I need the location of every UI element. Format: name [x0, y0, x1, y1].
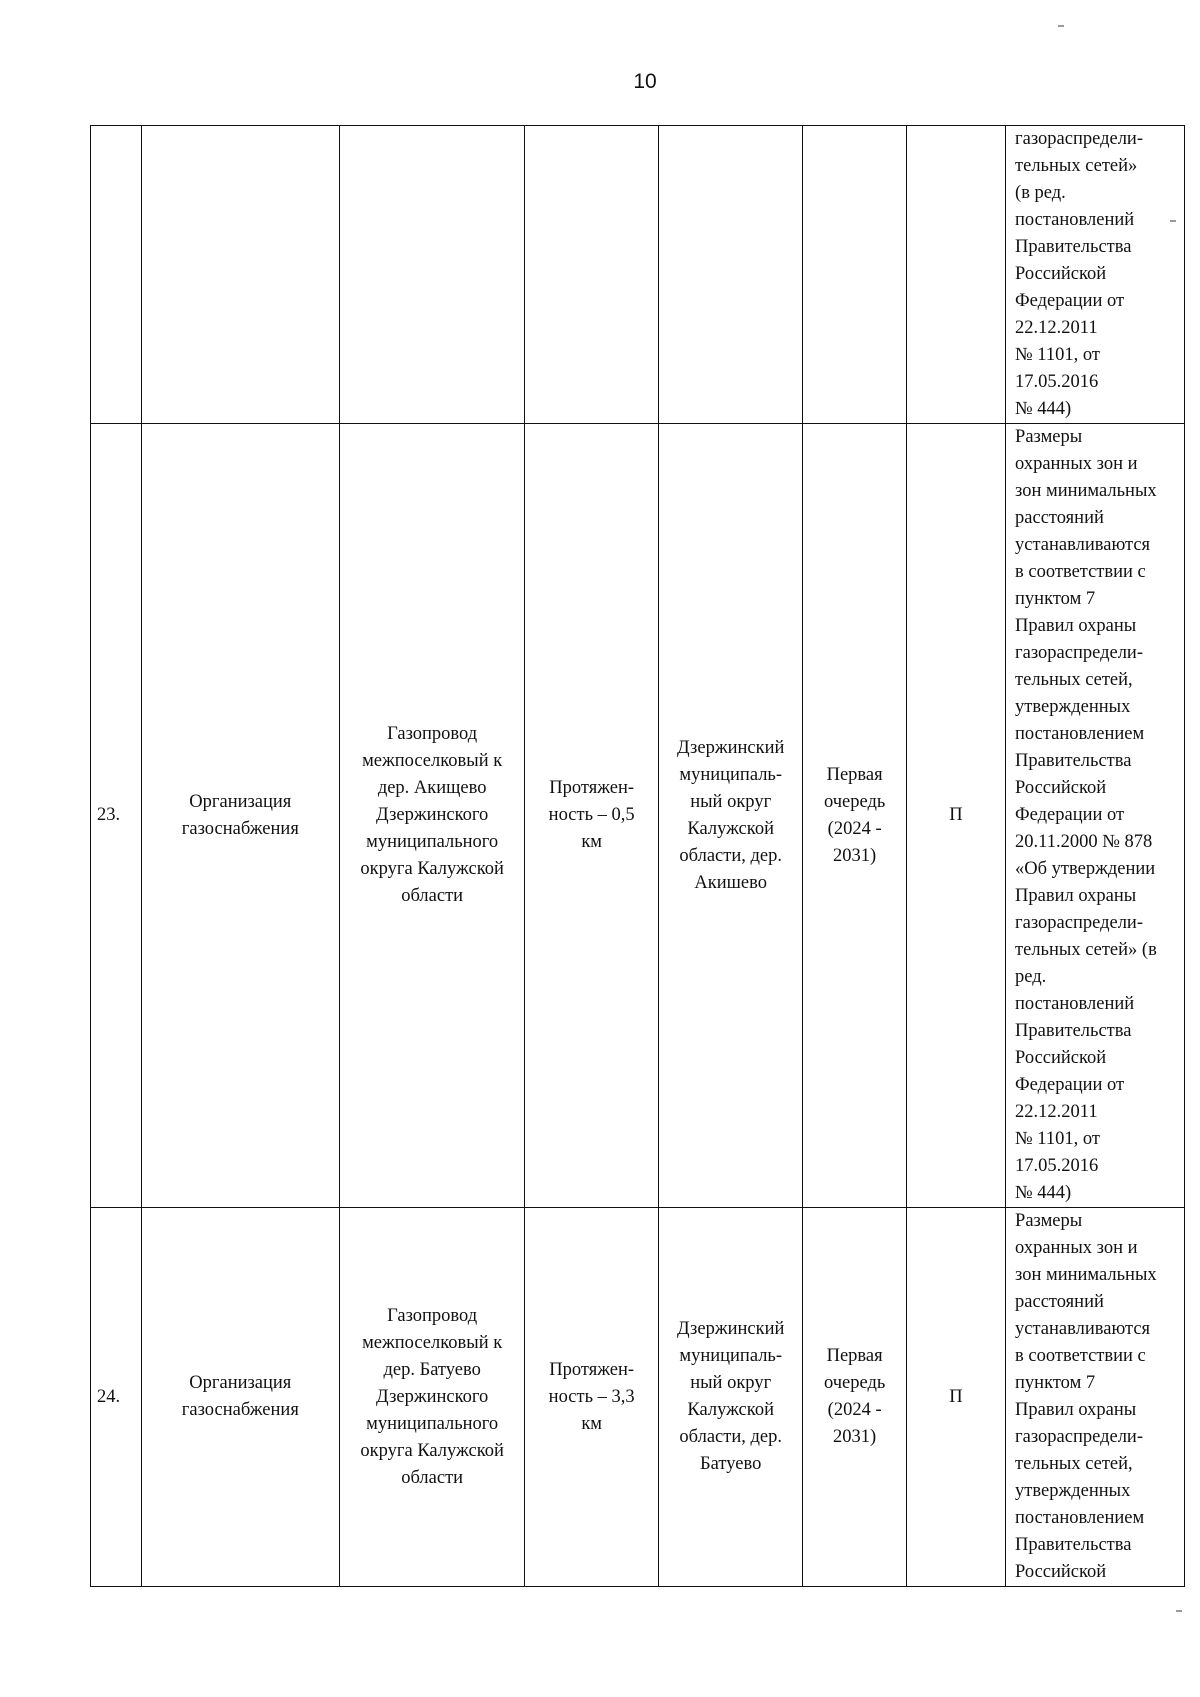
object-characteristic [525, 1208, 659, 1587]
location-line: ный округ [690, 791, 772, 812]
note-line: Российской [1015, 1562, 1107, 1582]
object-line: Дзержинского [375, 1386, 489, 1407]
note-line: 17.05.2016 [1015, 1156, 1099, 1176]
note-line: № 444) [1015, 399, 1072, 419]
stage-line: очередь [823, 791, 886, 812]
note-line: Правительства [1015, 237, 1132, 257]
object-description [339, 1208, 524, 1587]
object-line: дер. Батуево [383, 1359, 481, 1380]
note-line: зон минимальных [1015, 1265, 1157, 1285]
object-description [339, 126, 524, 424]
object-status: П [906, 424, 1005, 1208]
note-line: № 1101, от [1015, 1129, 1100, 1149]
note-line: 22.12.2011 [1015, 318, 1098, 338]
note-line: Размеры [1015, 427, 1083, 447]
note-line: газораспредели- [1015, 129, 1143, 149]
name-line: Организация [189, 791, 292, 812]
stage-line: (2024 - [827, 818, 882, 839]
stage-line: 2031) [833, 845, 877, 866]
note-line: ред. [1015, 967, 1047, 987]
object-location [658, 424, 802, 1208]
note-line: постановлением [1015, 1508, 1145, 1528]
note-line: устанавливаются [1015, 1319, 1151, 1339]
characteristic-line: км [581, 832, 603, 852]
note-line: Правил охраны [1015, 1400, 1137, 1420]
zone-note [1006, 424, 1185, 1208]
note-line: Российской [1015, 1048, 1107, 1068]
location-line: Батуево [700, 1454, 762, 1474]
note-line: № 1101, от [1015, 345, 1100, 365]
object-characteristic [525, 424, 659, 1208]
page-number: 10 [633, 70, 657, 93]
objects-table [90, 125, 1185, 1587]
note-line: постановлений [1015, 210, 1135, 230]
note-line: 22.12.2011 [1015, 1102, 1098, 1122]
note-line: Федерации от [1015, 805, 1125, 825]
scan-speck [1058, 25, 1064, 27]
characteristic-line: Протяжен- [549, 778, 635, 798]
note-line: устанавливаются [1015, 535, 1151, 555]
implementation-stage [803, 424, 906, 1208]
note-line: постановлений [1015, 994, 1135, 1014]
note-line: 17.05.2016 [1015, 372, 1099, 392]
object-location [658, 1208, 802, 1587]
object-line: муниципального [366, 1413, 499, 1434]
note-line: пунктом 7 [1015, 589, 1096, 609]
stage-line: Первая [826, 764, 883, 785]
note-line: зон минимальных [1015, 481, 1157, 501]
note-line: Правительства [1015, 751, 1132, 771]
note-line: газораспредели- [1015, 913, 1143, 933]
note-line: Правительства [1015, 1535, 1132, 1555]
row-number: 23. [91, 424, 142, 1208]
location-line: муниципаль- [679, 764, 783, 785]
row-number: 24. [91, 1208, 142, 1587]
object-line: области [401, 886, 464, 906]
note-line: расстояний [1015, 1292, 1104, 1312]
note-line: Правил охраны [1015, 886, 1137, 906]
object-line: области [401, 1467, 464, 1488]
location-line: Калужской [687, 818, 774, 839]
note-line: тельных сетей, [1015, 670, 1133, 690]
location-line: Акишево [694, 872, 767, 893]
note-line: утвержденных [1015, 697, 1131, 717]
object-status: П [906, 1208, 1005, 1587]
note-line: в соответствии с [1015, 562, 1146, 582]
note-line: охранных зон и [1015, 1238, 1138, 1258]
note-line: охранных зон и [1015, 454, 1138, 474]
note-line: постановлением [1015, 724, 1145, 744]
object-name [141, 126, 339, 424]
characteristic-line: ность – 3,3 [548, 1386, 635, 1407]
stage-line: Первая [826, 1346, 883, 1366]
zone-note [1006, 126, 1185, 424]
location-line: области, дер. [679, 1427, 782, 1447]
note-line: Федерации от [1015, 1075, 1125, 1095]
object-line: муниципального [366, 832, 499, 852]
location-line: области, дер. [679, 845, 782, 866]
location-line: муниципаль- [679, 1346, 783, 1366]
characteristic-line: км [581, 1413, 603, 1434]
table-row [91, 1208, 1185, 1587]
object-line: Газопровод [387, 724, 478, 744]
stage-line: очередь [823, 1373, 886, 1393]
note-line: Российской [1015, 264, 1107, 284]
location-line: Калужской [687, 1400, 774, 1420]
implementation-stage [803, 126, 906, 424]
row-number [91, 126, 142, 424]
object-status [906, 126, 1005, 424]
stage-line: 2031) [833, 1427, 877, 1447]
implementation-stage [803, 1208, 906, 1587]
object-name [141, 1208, 339, 1587]
document-table-wrapper [90, 125, 1185, 1587]
scan-speck [1170, 220, 1176, 222]
object-characteristic [525, 126, 659, 424]
object-line: округа Калужской [360, 1440, 504, 1461]
object-line: Газопровод [387, 1305, 478, 1326]
note-line: тельных сетей, [1015, 1454, 1133, 1474]
note-line: (в ред. [1015, 183, 1066, 203]
scan-speck [1176, 1610, 1182, 1612]
note-line: 20.11.2000 № 878 [1015, 832, 1153, 852]
characteristic-line: ность – 0,5 [548, 805, 635, 825]
stage-line: (2024 - [827, 1400, 882, 1420]
name-line: газоснабжения [181, 1400, 299, 1420]
characteristic-line: Протяжен- [549, 1359, 635, 1380]
object-location [658, 126, 802, 424]
note-line: расстояний [1015, 508, 1104, 528]
name-line: Организация [189, 1373, 292, 1393]
object-line: округа Калужской [360, 859, 504, 879]
note-line: Российской [1015, 778, 1107, 798]
object-line: дер. Акищево [377, 778, 487, 798]
note-line: Правил охраны [1015, 616, 1137, 636]
note-line: тельных сетей» [1015, 156, 1138, 176]
note-line: газораспредели- [1015, 1427, 1143, 1447]
location-line: Дзержинский [676, 737, 785, 758]
name-line: газоснабжения [181, 818, 299, 839]
object-line: межпоселковый к [362, 751, 503, 771]
note-line: «Об утверждении [1015, 859, 1156, 879]
location-line: Дзержинский [676, 1319, 785, 1339]
note-line: № 444) [1015, 1183, 1072, 1203]
object-line: межпоселковый к [362, 1332, 503, 1353]
table-row [91, 126, 1185, 424]
note-line: в соответствии с [1015, 1346, 1146, 1366]
zone-note [1006, 1208, 1185, 1587]
note-line: Размеры [1015, 1211, 1083, 1231]
object-description [339, 424, 524, 1208]
note-line: Федерации от [1015, 291, 1125, 311]
note-line: газораспредели- [1015, 643, 1143, 663]
note-line: пунктом 7 [1015, 1373, 1096, 1393]
note-line: Правительства [1015, 1021, 1132, 1041]
object-name [141, 424, 339, 1208]
location-line: ный округ [690, 1373, 772, 1393]
note-line: утвержденных [1015, 1481, 1131, 1501]
note-line: тельных сетей» (в [1015, 940, 1157, 960]
table-row [91, 424, 1185, 1208]
object-line: Дзержинского [375, 805, 489, 825]
